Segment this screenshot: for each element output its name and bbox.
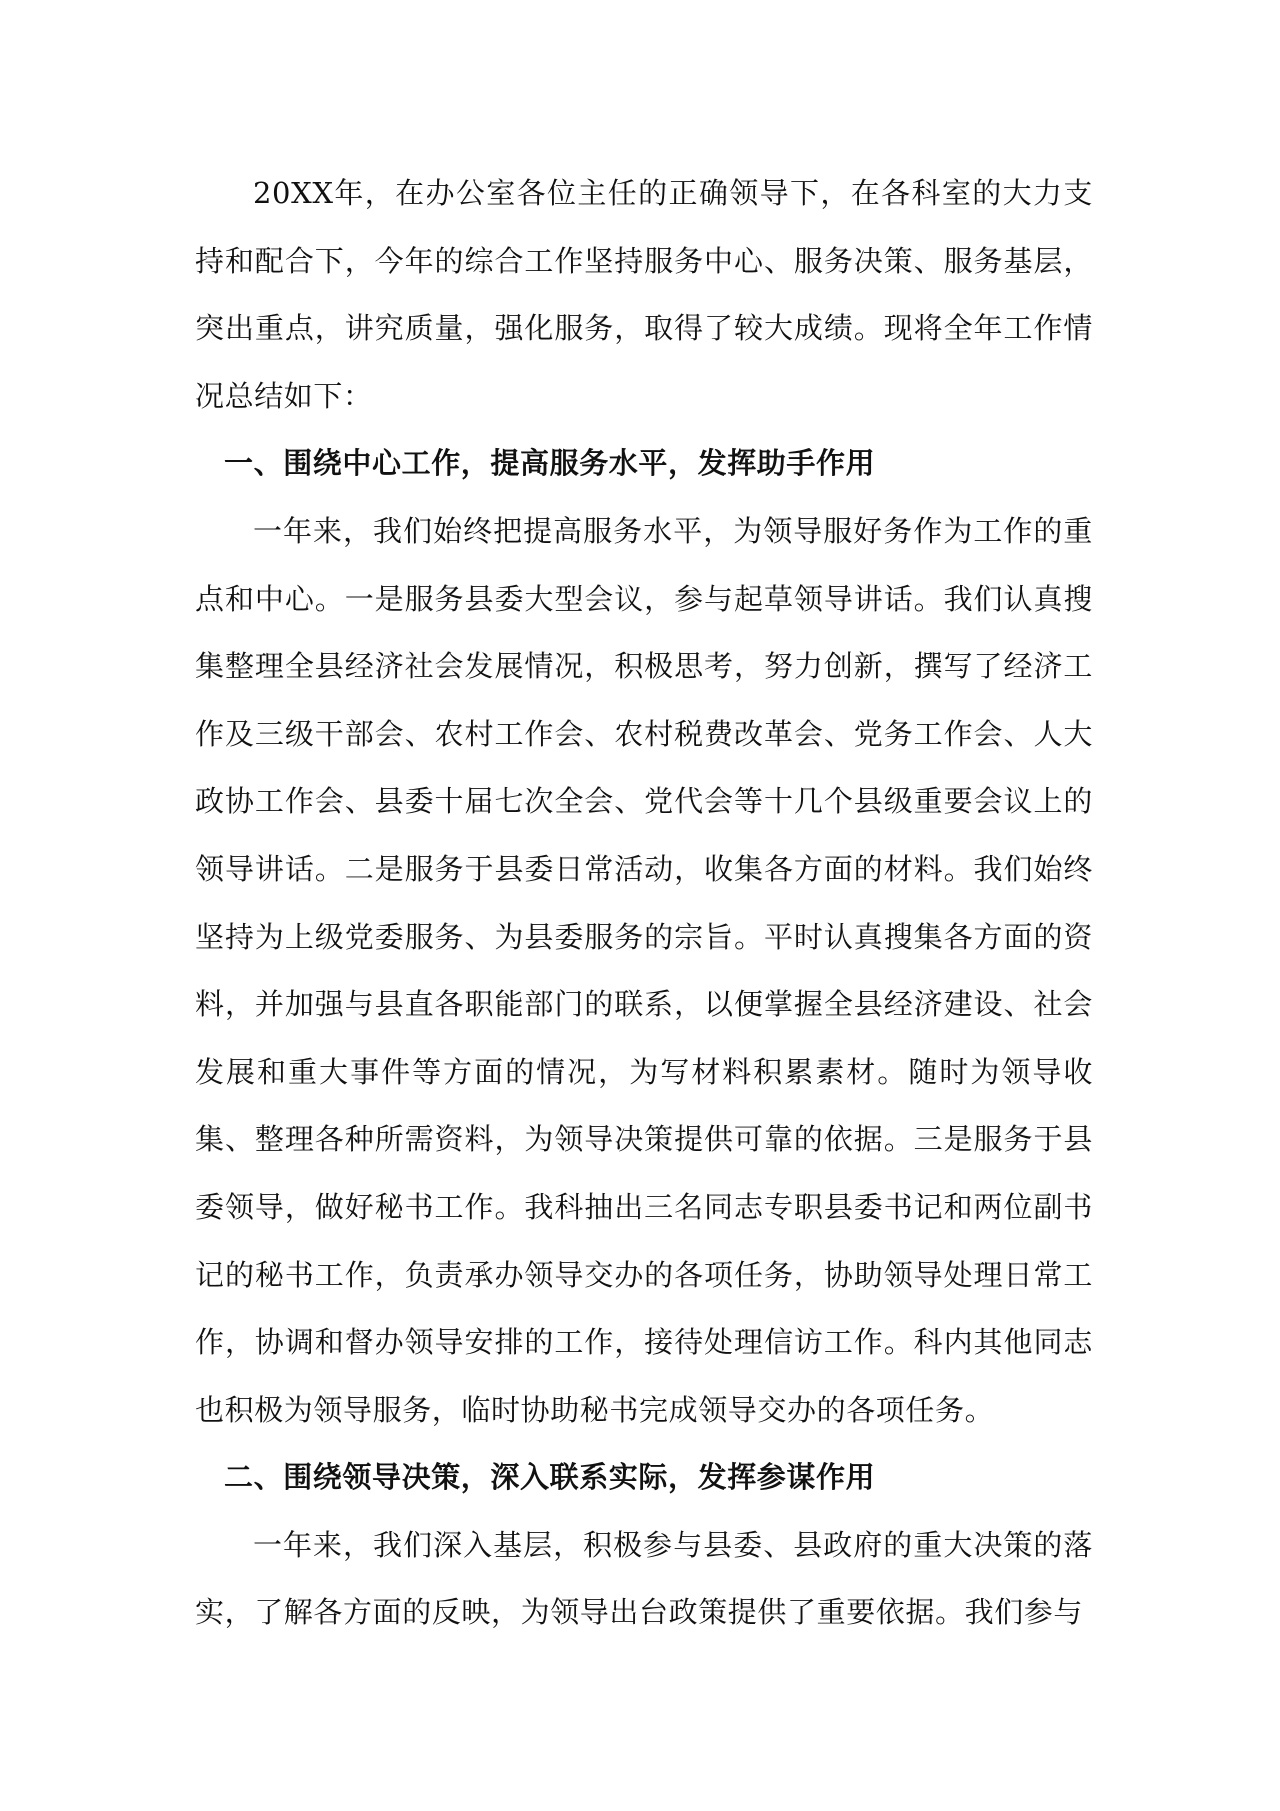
document-body bbox=[195, 160, 1093, 1647]
section-1-paragraph: 一年来，我们始终把提高服务水平，为领导服好务作为工作的重点和中心。一是服务县委大型会议，参与起草领导讲话。我们认真搜集整理全县经济社会发展情况，积极思考，努力创新，撰写了经济工作及三级干部会、农村工作会、农村税费改革会、党务工作会、人大政协工作会、县委十届七次全会、党代会等十几个县级重要会议上的领导讲话。二是服务于县委日常活动，收集各方面的材料。我们始终坚持为上级党委服务、为县委服务的宗旨。平时认真搜集各方面的资料，并加强与县直各职能部门的联系，以便掌握全县经济建设、社会发展和重大事件等方面的情况，为写材料积累素材。随时为领导收集、整理各种所需资料，为领导决策提供可靠的依据。三是服务于县委领导，做好秘书工作。我科抽出三名同志专职县委书记和两位副书记的秘书工作，负责承办领导交办的各项任务，协助领导处理日常工作，协调和督办领导安排的工作，接待处理信访工作。科内其他同志也积极为领导服务，临时协助秘书完成领导交办的各项任务。 bbox=[195, 513, 1093, 1427]
section-2-paragraph: 一年来，我们深入基层，积极参与县委、县政府的重大决策的落实，了解各方面的反映，为领导出台政策提供了重要依据。我们参与 bbox=[195, 1527, 1093, 1630]
section-heading-1: 一、围绕中心工作，提高服务水平，发挥助手作用 bbox=[224, 446, 876, 481]
intro-paragraph: 20XX年，在办公室各位主任的正确领导下，在各科室的大力支持和配合下，今年的综合工作坚持服务中心、服务决策、服务基层，突出重点，讲究质量，强化服务，取得了较大成绩。现将全年工作情况总结如下： bbox=[195, 176, 1093, 413]
section-heading-2: 二、围绕领导决策，深入联系实际，发挥参谋作用 bbox=[224, 1460, 876, 1495]
